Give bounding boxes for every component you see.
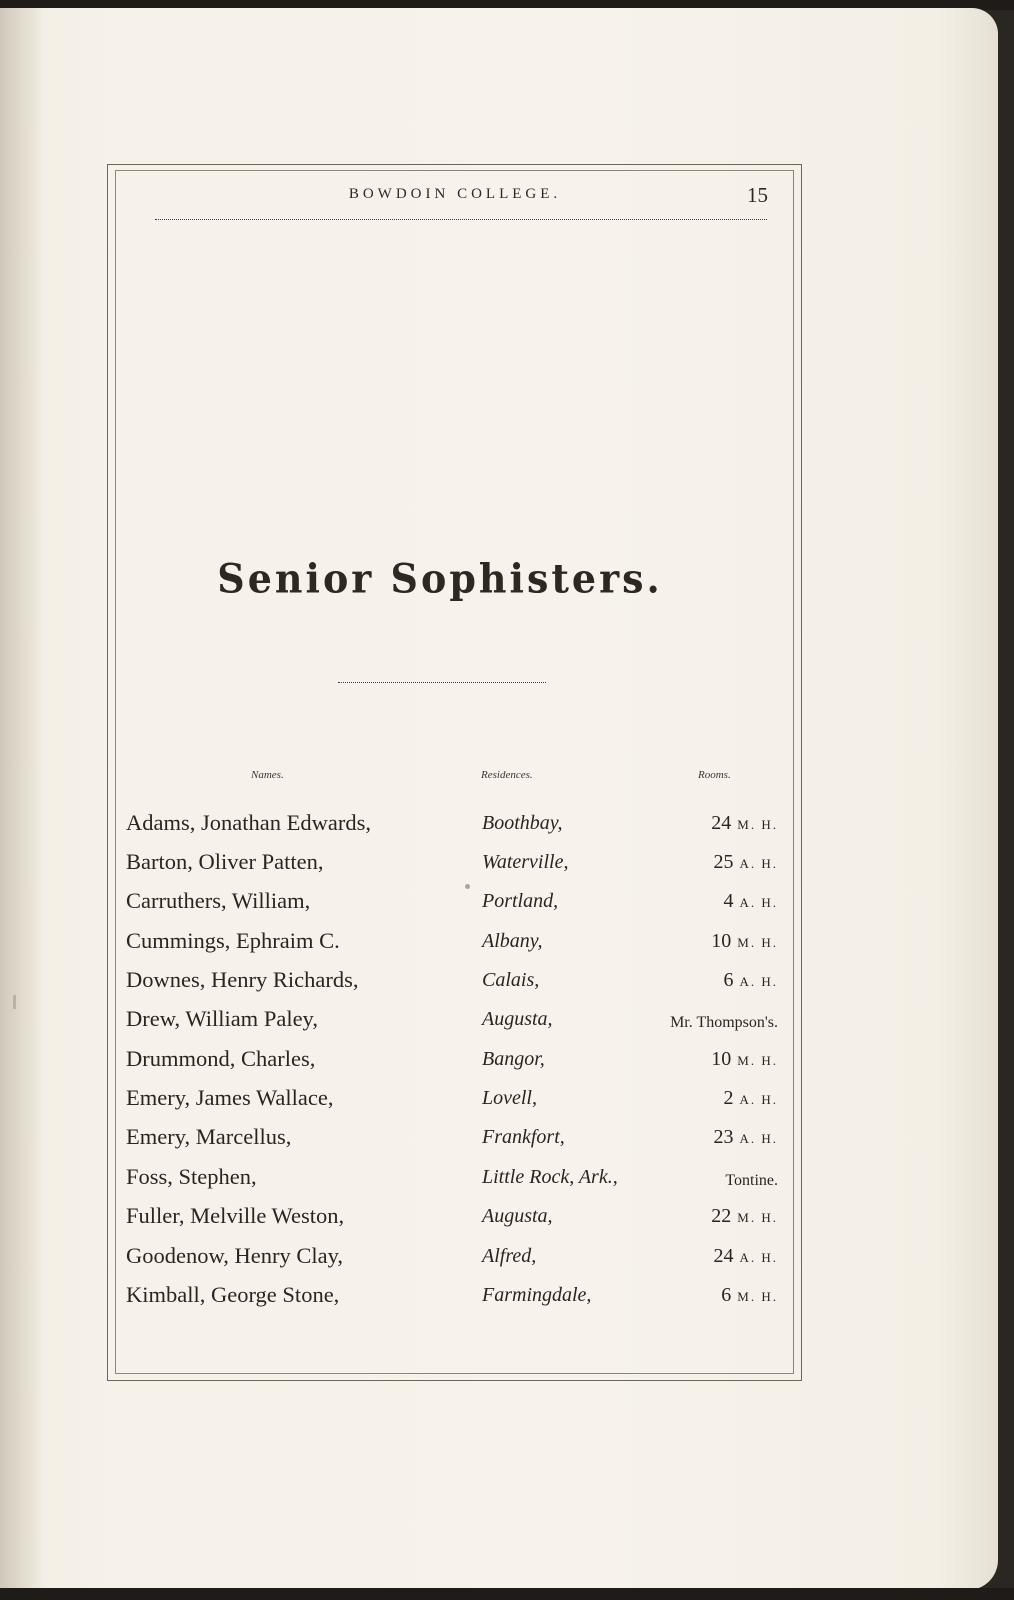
student-residence: Lovell,: [482, 1087, 537, 1109]
student-name: Downes, Henry Richards,: [126, 967, 359, 992]
room-text: Tontine.: [725, 1172, 778, 1189]
room-hall: A. H.: [739, 895, 778, 910]
student-residence: Little Rock, Ark.,: [482, 1166, 618, 1188]
room-number: 2: [723, 1087, 734, 1109]
room-hall: M. H.: [737, 1289, 778, 1304]
student-name: Carruthers, William,: [126, 888, 311, 913]
room-number: 6: [721, 1284, 732, 1306]
student-name: Drummond, Charles,: [126, 1046, 316, 1071]
room-number: 10: [711, 930, 732, 952]
list-item: [0, 1085, 1014, 1125]
student-room: [723, 890, 778, 913]
column-header-residences: Residences.: [481, 769, 533, 781]
student-room: [719, 1166, 778, 1189]
student-room: [664, 1008, 778, 1031]
room-hall: A. H.: [739, 1092, 778, 1107]
student-room: [723, 1087, 778, 1110]
column-header-names: Names.: [251, 769, 284, 781]
student-room: [713, 1126, 778, 1149]
room-number: 23: [713, 1126, 734, 1148]
running-head-college: BOWDOIN COLLEGE.: [348, 186, 562, 202]
list-item: [0, 888, 1014, 928]
list-item: [0, 1006, 1014, 1046]
room-hall: A. H.: [739, 1250, 778, 1265]
student-room: [713, 851, 778, 874]
student-residence: Calais,: [482, 969, 540, 991]
student-name: Barton, Oliver Patten,: [126, 849, 324, 874]
student-room: [711, 930, 778, 953]
list-item: [0, 1243, 1014, 1283]
student-name: Emery, James Wallace,: [126, 1085, 334, 1110]
ink-speck: [465, 884, 470, 889]
student-name: Drew, William Paley,: [126, 1006, 318, 1031]
list-item: [0, 1203, 1014, 1243]
student-name: Emery, Marcellus,: [126, 1124, 292, 1149]
student-room: [723, 969, 778, 992]
list-item: [0, 1164, 1014, 1204]
student-room: [711, 1048, 778, 1071]
room-hall: M. H.: [737, 935, 778, 950]
list-item: [0, 849, 1014, 889]
student-residence: Frankfort,: [482, 1126, 565, 1148]
student-residence: Portland,: [482, 890, 559, 912]
title-rule: [338, 682, 546, 683]
student-residence: Alfred,: [482, 1245, 537, 1267]
section-title: Senior Sophisters.: [217, 554, 663, 603]
student-room: [711, 1205, 778, 1228]
student-residence: Augusta,: [482, 1205, 553, 1227]
running-head: [155, 183, 775, 209]
header-rule: [155, 219, 767, 220]
student-room: [721, 1284, 778, 1307]
room-number: 6: [723, 969, 734, 991]
room-number: 24: [713, 1245, 734, 1267]
room-number: 4: [723, 890, 734, 912]
column-header-rooms: Rooms.: [698, 769, 731, 781]
room-text: Mr. Thompson's.: [670, 1014, 778, 1031]
student-residence: Augusta,: [482, 1008, 553, 1030]
list-item: [0, 928, 1014, 968]
room-number: 10: [711, 1048, 732, 1070]
student-residence: Waterville,: [482, 851, 569, 873]
list-item: [0, 1124, 1014, 1164]
room-hall: M. H.: [737, 1053, 778, 1068]
list-item: [0, 1046, 1014, 1086]
list-item: [0, 1282, 1014, 1322]
room-number: 24: [711, 812, 732, 834]
room-number: 25: [713, 851, 734, 873]
room-hall: M. H.: [737, 1210, 778, 1225]
student-name: Foss, Stephen,: [126, 1164, 257, 1189]
room-hall: A. H.: [739, 856, 778, 871]
student-residence: Farmingdale,: [482, 1284, 592, 1306]
room-hall: M. H.: [737, 817, 778, 832]
binding-mark: [13, 995, 16, 1009]
student-name: Fuller, Melville Weston,: [126, 1203, 345, 1228]
student-room: [711, 812, 778, 835]
student-name: Kimball, George Stone,: [126, 1282, 340, 1307]
scan-bottom-edge: [0, 1588, 1014, 1600]
page-number: 15: [747, 183, 768, 207]
student-residence: Bangor,: [482, 1048, 545, 1070]
room-number: 22: [711, 1205, 732, 1227]
list-item: [0, 810, 1014, 850]
book-gutter: [0, 8, 44, 1590]
room-hall: A. H.: [739, 974, 778, 989]
student-residence: Albany,: [482, 930, 543, 952]
list-item: [0, 967, 1014, 1007]
room-hall: A. H.: [739, 1131, 778, 1146]
student-residence: Boothbay,: [482, 812, 563, 834]
student-name: Goodenow, Henry Clay,: [126, 1243, 344, 1268]
student-room: [713, 1245, 778, 1268]
student-name: Adams, Jonathan Edwards,: [126, 810, 371, 835]
student-name: Cummings, Ephraim C.: [126, 928, 340, 953]
